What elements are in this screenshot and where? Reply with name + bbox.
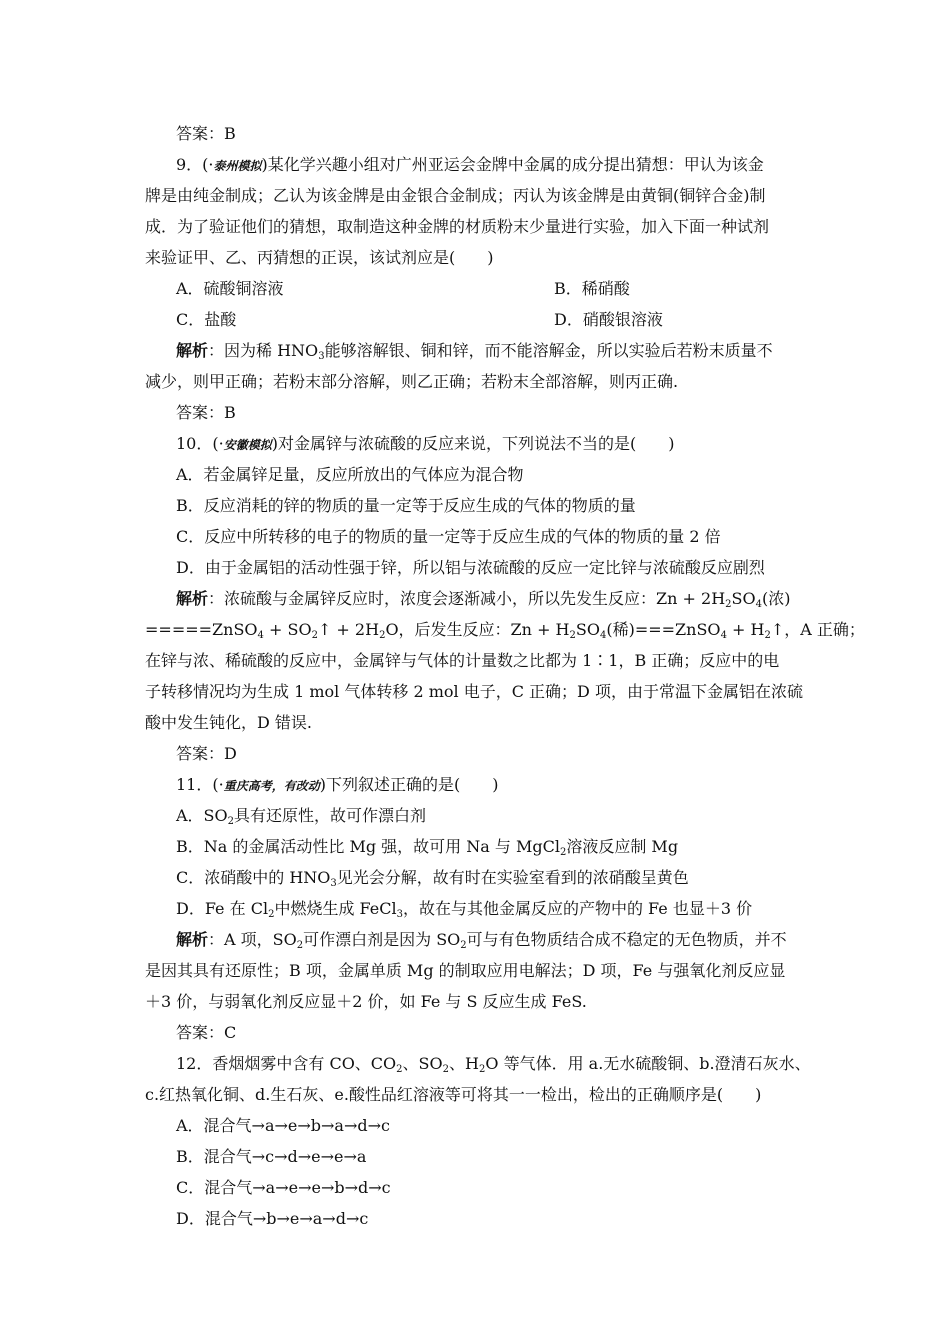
question-10-option-c: C．反应中所转移的电子的物质的量一定等于反应生成的气体的物质的量 2 倍 [176, 527, 721, 546]
explanation-9-line-2: 减少，则甲正确；若粉末部分溶解，则乙正确；若粉末全部溶解，则丙正确. [145, 372, 679, 391]
explanation-label: 解析 [176, 930, 209, 949]
question-12-option-a: A．混合气→a→e→b→a→d→c [176, 1116, 390, 1135]
question-11-option-a: A．$SO_2$具有还原性，故可作漂白剂 [176, 806, 427, 827]
question-9-options-cd [176, 310, 844, 330]
question-12-option-d: D．混合气→b→e→a→d→c [176, 1209, 369, 1228]
option-d: D．硝酸银溶液 [554, 310, 663, 329]
question-9-line-1: 9．(·泰州模拟)某化学兴趣小组对广州亚运会金牌中金属的成分提出猜想：甲认为该金 [176, 155, 764, 174]
explanation-9-line-1: 解析：因为稀 $HNO_3$能够溶解银、铜和锌，而不能溶解金，所以实验后若粉末质量不 [176, 341, 773, 362]
question-9-source: 泰州模拟 [213, 159, 262, 173]
question-11-option-d: D．Fe 在 $Cl_2$中燃烧生成 FeCl$_3$，故在与其他金属反应的产物中的 Fe 也显＋3 价 [176, 899, 753, 920]
question-11-source: 重庆高考，有改动 [223, 779, 320, 793]
question-12-option-c: C．混合气→a→e→e→b→d→c [176, 1178, 391, 1197]
explanation-10-line-3: 在锌与浓、稀硫酸的反应中，金属锌与气体的计量数之比都为 1∶1，B 正确；反应中的电 [145, 651, 780, 670]
answer-11: 答案：C [176, 1023, 237, 1042]
question-12-line-2: c.红热氧化铜、d.生石灰、e.酸性品红溶液等可将其一一检出，检出的正确顺序是( ) [145, 1085, 762, 1104]
question-11-option-c: C．浓硝酸中的 $HNO_3$见光会分解，故有时在实验室看到的浓硝酸呈黄色 [176, 868, 689, 889]
explanation-label: 解析 [176, 589, 209, 608]
explanation-10-line-2: =====ZnSO$_4$ + $SO_2↑ + 2H_2O$，后发生反应：$Zn + H_2SO_4$(稀)===ZnSO$_4$ + $H_2↑$，A 正确； [145, 620, 865, 641]
question-9-line-2: 牌是由纯金制成；乙认为该金牌是由金银合金制成；丙认为该金牌是由黄铜(铜锌合金)制 [145, 186, 766, 205]
question-10-source: 安徽模拟 [223, 438, 272, 452]
question-12-line-1: 12．香烟烟雾中含有 CO、$CO_2$、$SO_2$、$H_2O$ 等气体．用 a.无水硫酸铜、b.澄清石灰水、 [176, 1054, 811, 1075]
question-11-option-b: B．Na 的金属活动性比 Mg 强，故可用 Na 与 MgCl$_2$溶液反应制 Mg [176, 837, 679, 858]
question-11: 11．(·重庆高考，有改动)下列叙述正确的是( ) [176, 775, 499, 794]
option-c: C．盐酸 [176, 310, 237, 329]
option-b: B．稀硝酸 [554, 279, 630, 298]
question-10-option-b: B．反应消耗的锌的物质的量一定等于反应生成的气体的物质的量 [176, 496, 636, 515]
question-9-line-3: 成．为了验证他们的猜想，取制造这种金牌的材质粉末少量进行实验，加入下面一种试剂 [145, 217, 770, 236]
answer-9: 答案：B [176, 403, 236, 422]
question-12-option-b: B．混合气→c→d→e→e→a [176, 1147, 367, 1166]
explanation-10-line-1: 解析：浓硫酸与金属锌反应时，浓度会逐渐减小，所以先发生反应：$Zn + 2H_2SO_4$(浓) [176, 589, 791, 610]
explanation-10-line-5: 酸中发生钝化，D 错误. [145, 713, 313, 732]
explanation-11-line-1: 解析：A 项，$SO_2$可作漂白剂是因为 $SO_2$可与有色物质结合成不稳定的无色物质，并不 [176, 930, 787, 951]
explanation-label: 解析 [176, 341, 209, 360]
option-a: A．硫酸铜溶液 [176, 279, 284, 298]
answer-10: 答案：D [176, 744, 237, 763]
question-9-line-4: 来验证甲、乙、丙猜想的正误，该试剂应是( ) [145, 248, 494, 267]
explanation-11-line-3: ＋3 价，与弱氧化剂反应显＋2 价，如 Fe 与 S 反应生成 FeS. [145, 992, 587, 1011]
question-10-option-d: D．由于金属铝的活动性强于锌，所以铝与浓硫酸的反应一定比锌与浓硫酸反应剧烈 [176, 558, 765, 577]
question-10: 10．(·安徽模拟)对金属锌与浓硫酸的反应来说，下列说法不当的是( ) [176, 434, 675, 453]
explanation-10-line-4: 子转移情况均为生成 1 mol 气体转移 2 mol 电子，C 正确；D 项，由于常温下金属铝在浓硫 [145, 682, 803, 701]
question-10-option-a: A．若金属锌足量，反应所放出的气体应为混合物 [176, 465, 524, 484]
explanation-11-line-2: 是因其具有还原性；B 项，金属单质 Mg 的制取应用电解法；D 项，Fe 与强氧化剂反应显 [145, 961, 786, 980]
question-9-options-ab [176, 279, 844, 299]
answer-8: 答案：B [176, 124, 236, 143]
